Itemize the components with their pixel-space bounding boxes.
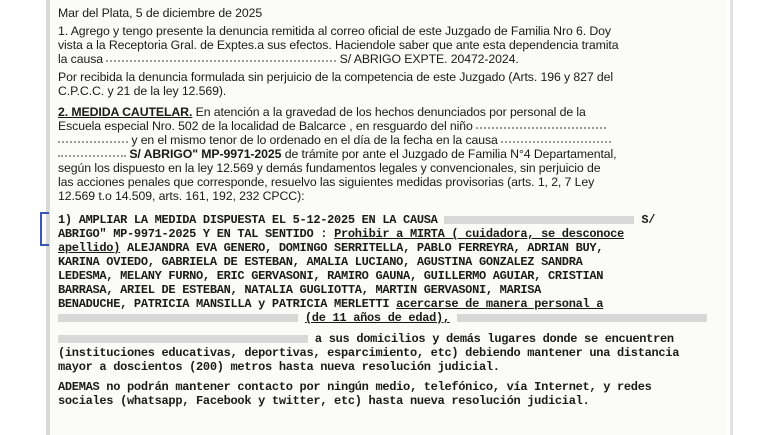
p1-line-3: [58, 52, 718, 66]
p2-line-5: según los dispuesto en la ley 12.569 y demás fundamentos legales y convencionales, sin perjuicio de: [58, 161, 601, 175]
measure-abrigo-ref: ABRIGO" MP-9971-2025 Y EN TAL SENTIDO :: [58, 227, 328, 241]
p1-line-4: Por recibida la denuncia formulada sin perjuicio de la competencia de este Juzgado (Arts. 196 y 827 del: [58, 70, 614, 84]
p2-line-2: [58, 119, 718, 133]
redacted-name: [58, 152, 126, 157]
measure-acercarse: acercarse de manera personal a: [396, 297, 604, 311]
measure-line-12: ADEMAS no podrán mantener contacto por ningún medio, telefónico, vía Internet, y redes: [58, 380, 652, 394]
p2-line-1-rest: En atención a la gravedad de los hechos denunciados por personal de la: [192, 105, 586, 119]
p2-line-3: [58, 133, 718, 147]
p2-line-7: 12.569 t.o 14.509, arts. 161, 192, 232 CPCC):: [58, 189, 305, 203]
measure-line-8: [58, 311, 718, 325]
measure-line-4: KARINA OVIEDO, GABRIELA DE ESTEBAN, AMALIA LUCIANO, AGUSTINA GONZALEZ SANDRA: [58, 255, 583, 269]
p2-heading: 2. MEDIDA CAUTELAR.: [58, 105, 193, 119]
p1-line-5: C.P.C.C. y 21 de la ley 12.569).: [58, 84, 227, 98]
measure-line-3-text: ALEJANDRA EVA GENERO, DOMINGO SERRITELLA, PABLO FERREYRA, ADRIAN BUY,: [120, 241, 604, 255]
measure-line-5: LEDESMA, MELANY FURNO, ERIC GERVASONI, RAMIRO GAUNA, GUILLERMO AGUIAR, CRISTIAN: [58, 269, 604, 283]
measure-line-11: mayor a doscientos (200) metros hasta nueva resolución judicial.: [58, 360, 500, 374]
measure-line-7: [58, 297, 718, 311]
measure-line-2: [58, 227, 718, 241]
redacted-name: [58, 335, 308, 343]
p2-line-6: las acciones penales que corresponde, resuelvo las siguientes medidas provisorias (arts. 1, 2, 7 Ley: [58, 175, 595, 189]
p2-line-2-text: Escuela especial Nro. 502 de la localidad de Balcarce , en resguardo del niño: [58, 119, 473, 133]
p1-line-1: 1. Agrego y tengo presente la denuncia remitida al correo oficial de este Juzgado de Familia Nro 6. Doy: [58, 24, 611, 38]
p1-causa-label: la causa: [58, 52, 104, 66]
measure-line-9: [58, 332, 718, 346]
p2-line-1: [58, 105, 718, 119]
redacted-name: [106, 57, 336, 62]
p1-expte: S/ ABRIGO EXPTE. 20472-2024.: [339, 52, 519, 66]
measure-line-1-end: S/: [641, 213, 656, 227]
measure-line-1: [58, 213, 718, 227]
measure-prohibir: Prohibir a MIRTA ( cuidadora, se desconoce: [334, 227, 624, 241]
redacted-name: [58, 314, 298, 322]
p2-line-4-rest: de trámite por ante el Juzgado de Familia N°4 Departamental,: [281, 147, 617, 161]
redacted-name: [501, 138, 611, 143]
p2-line-3-text: y en el mismo tenor de lo ordenado en el día de la fecha en la causa: [131, 133, 498, 147]
redacted-name: [58, 138, 128, 143]
measure-apellido: apellido): [58, 241, 121, 255]
measure-line-6: BARRASA, ARIEL DE ESTEBAN, NATALIA GUGLIOTTA, MARTIN GERVASONI, MARISA: [58, 283, 542, 297]
measure-line-1-text: 1) AMPLIAR LA MEDIDA DISPUESTA EL 5-12-2025 EN LA CAUSA: [58, 213, 438, 227]
redacted-name: [444, 216, 634, 224]
measure-line-10: (instituciones educativas, deportivas, esparcimiento, etc) debiendo mantener una distancia: [58, 346, 680, 360]
redacted-name: [457, 314, 707, 322]
measure-line-9-text: a sus domicilios y demás lugares donde se encuentren: [314, 332, 674, 346]
doc-date: Mar del Plata, 5 de diciembre de 2025: [58, 6, 263, 20]
page-edge-right: [730, 0, 733, 435]
measure-line-13: sociales (whatsapp, Facebook y twitter, etc) hasta nueva resolución judicial.: [58, 394, 590, 408]
measure-line-3: [58, 241, 718, 255]
measure-line-7-text: BENADUCHE, PATRICIA MANSILLA y PATRICIA MERLETTI: [58, 297, 390, 311]
p2-line-4: [58, 147, 718, 161]
pen-bracket-mark: [40, 212, 49, 246]
measure-child-age: (de 11 años de edad),: [304, 311, 450, 325]
p2-abrigo-ref: S/ ABRIGO" MP-9971-2025: [129, 147, 282, 161]
p1-line-2: vista a la Receptoria Gral. de Exptes.a sus efectos. Haciendole saber que ante esta dependencia tramita: [58, 38, 619, 52]
redacted-child-name: [476, 124, 606, 129]
